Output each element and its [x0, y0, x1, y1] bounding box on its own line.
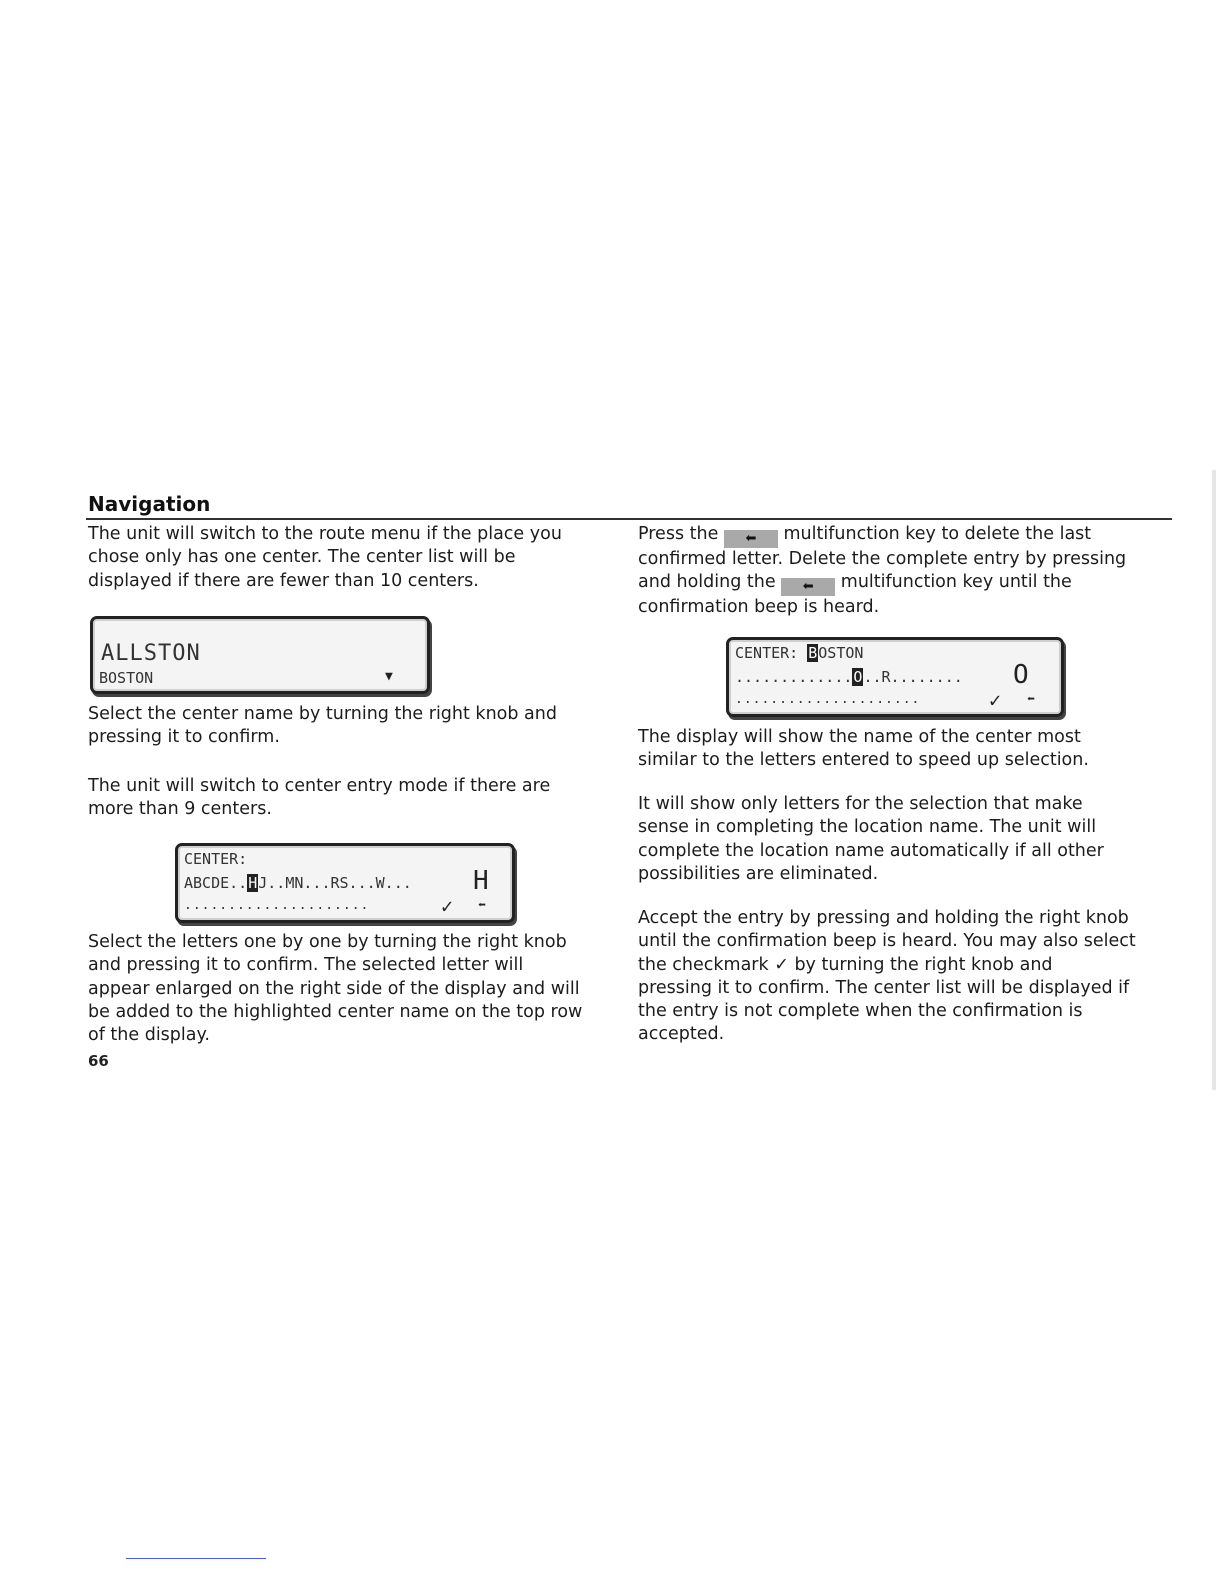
- lcd-line-1: ALLSTON: [101, 641, 201, 666]
- text-line: complete the location name automatically if all other: [638, 840, 1104, 861]
- lcd-line-3: .....................: [184, 898, 370, 913]
- letter-row-part: J..MN...RS...W...: [258, 874, 412, 892]
- text-line: and pressing it to confirm. The selected letter will: [88, 955, 524, 976]
- text-line: The unit will switch to center entry mode if there are: [88, 776, 551, 796]
- text-line: accepted.: [638, 1024, 725, 1045]
- page-number: 66: [88, 1052, 109, 1070]
- text-line: Accept the entry by pressing and holding the right knob: [638, 908, 1129, 928]
- lcd-line-1: [735, 644, 863, 662]
- text-line: [638, 954, 1136, 977]
- text-line: It will show only letters for the selection that make: [638, 794, 1083, 814]
- text-fragment: multifunction key until the: [840, 572, 1072, 593]
- text-fragment: multifunction key to delete the last: [783, 524, 1092, 544]
- text-fragment: and holding the: [638, 572, 776, 593]
- lcd-line-2: [184, 874, 412, 892]
- text-fragment: by turning the right knob and: [794, 954, 1053, 975]
- lcd-text: CENTER:: [735, 644, 808, 662]
- back-arrow-icon: ⬅: [1027, 692, 1035, 707]
- text-line: of the display.: [88, 1025, 210, 1046]
- section-title: Navigation: [88, 492, 211, 516]
- footer-rule: [126, 1558, 266, 1559]
- text-line: [638, 523, 1126, 548]
- back-arrow-icon: ⬅: [478, 898, 486, 913]
- letter-row-part: ABCDE..: [184, 874, 248, 892]
- text-line: Select the letters one by one by turning the right knob: [88, 932, 567, 952]
- right-paragraph-3: [638, 793, 1104, 886]
- text-line: confirmed letter. Delete the complete entry by pressing: [638, 549, 1127, 569]
- lcd-line-3: .....................: [735, 692, 921, 707]
- lcd-display-partial-entry: [726, 637, 1064, 717]
- text-line: sense in completing the location name. The unit will: [638, 817, 1097, 838]
- back-key-icon: ⬅: [781, 578, 835, 596]
- lcd-display-center-list: [90, 616, 430, 694]
- checkmark-icon: ✓: [441, 894, 454, 918]
- text-line: The unit will switch to the route menu if the place you: [88, 524, 562, 544]
- checkmark-icon: ✓: [774, 954, 789, 975]
- text-line: be added to the highlighted center name on the top row: [88, 1001, 583, 1022]
- scroll-down-icon: ▼: [385, 669, 393, 684]
- left-paragraph-2: [88, 703, 557, 750]
- checkmark-icon: ✓: [989, 688, 1002, 712]
- header-rule: [86, 518, 1172, 520]
- lcd-line-2: BOSTON: [99, 669, 154, 687]
- letter-row-part: .............: [735, 668, 853, 686]
- lcd-display-center-entry: [175, 843, 515, 923]
- text-line: Select the center name by turning the right knob and: [88, 704, 557, 724]
- text-line: [638, 571, 1126, 596]
- letter-row-part: ..R........: [863, 668, 963, 686]
- left-paragraph-4: [88, 931, 582, 1047]
- lcd-line-2: [735, 668, 963, 686]
- text-line: pressing it to confirm. The center list will be displayed if: [638, 977, 1130, 998]
- text-line: until the confirmation beep is heard. You may also select: [638, 931, 1136, 952]
- text-line: confirmation beep is heard.: [638, 597, 880, 618]
- highlighted-letter: B: [808, 644, 818, 662]
- right-paragraph-1: [638, 523, 1126, 620]
- back-key-icon: ⬅: [724, 530, 778, 548]
- text-line: the entry is not complete when the confirmation is: [638, 1001, 1083, 1022]
- text-line: The display will show the name of the center most: [638, 727, 1081, 747]
- highlighted-letter: O: [853, 668, 863, 686]
- text-line: chose only has one center. The center list will be: [88, 547, 516, 568]
- enlarged-letter: O: [1013, 660, 1029, 690]
- text-line: more than 9 centers.: [88, 799, 272, 820]
- text-line: pressing it to confirm.: [88, 727, 280, 748]
- text-line: possibilities are eliminated.: [638, 863, 879, 884]
- lcd-text: OSTON: [818, 644, 864, 662]
- text-line: displayed if there are fewer than 10 centers.: [88, 570, 479, 591]
- page-edge-shadow: [1212, 470, 1216, 1090]
- text-fragment: Press the: [638, 524, 719, 544]
- left-paragraph-3: [88, 775, 550, 822]
- right-paragraph-2: [638, 726, 1089, 773]
- text-line: appear enlarged on the right side of the display and will: [88, 978, 580, 999]
- text-fragment: the checkmark: [638, 954, 769, 975]
- lcd-line-1: CENTER:: [184, 850, 248, 868]
- highlighted-letter: H: [248, 874, 258, 892]
- text-line: similar to the letters entered to speed up selection.: [638, 750, 1089, 771]
- left-paragraph-1: [88, 523, 562, 593]
- right-paragraph-4: [638, 907, 1136, 1047]
- enlarged-letter: H: [473, 866, 489, 896]
